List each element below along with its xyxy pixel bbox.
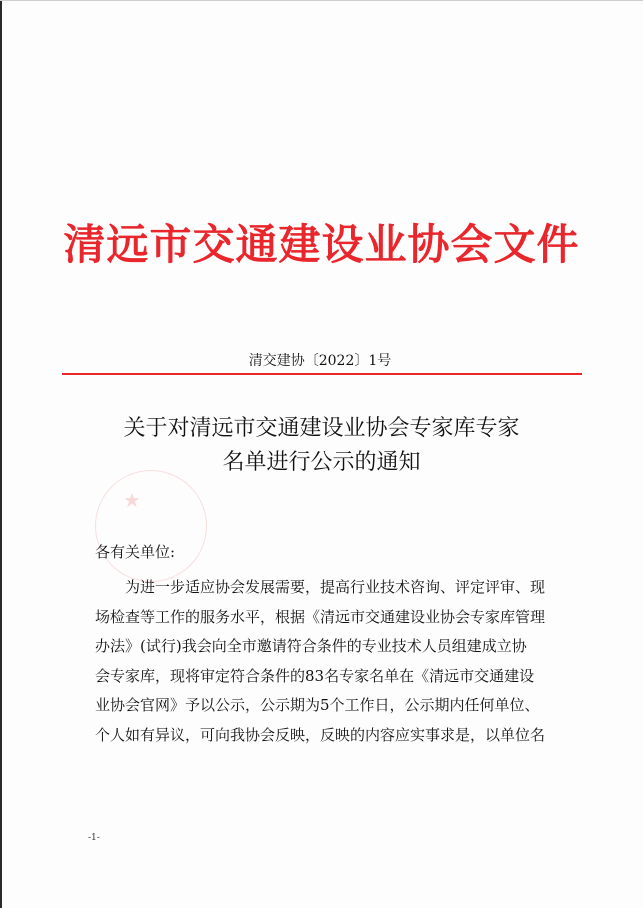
notice-title: [60, 412, 583, 480]
body-line-2: 场检查等工作的服务水平，根据《清远市交通建设业协会专家库管理: [95, 607, 546, 626]
scan-edge-left: [0, 0, 2, 908]
notice-title-line-1: 关于对清远市交通建设业协会专家库专家: [123, 416, 520, 441]
body-line-4: 会专家库，现将审定符合条件的83名专家名单在《清远市交通建设: [95, 666, 535, 685]
body-line-3: 办法》(试行)我会向全市邀请符合条件的专业技术人员组建成立协: [95, 637, 527, 655]
body-line-5: 业协会官网》予以公示，公示期为5个工作日，公示期内任何单位、: [95, 696, 540, 714]
scan-edge-top: [0, 0, 643, 1]
body-line-1: 为进一步适应协会发展需要，提高行业技术咨询、评定评审、现: [125, 578, 546, 596]
faint-seal-stamp: [95, 470, 207, 582]
notice-title-line-2: 名单进行公示的通知: [222, 450, 421, 475]
seal-star-icon: ★: [123, 488, 141, 512]
document-header-title: 清远市交通建设业协会文件: [63, 220, 580, 269]
body-paragraph: [95, 573, 555, 750]
body-line-6: 个人如有异议，可向我协会反映，反映的内容应实事求是，以单位名: [95, 725, 546, 744]
page-number: -1-: [88, 833, 100, 843]
red-divider-line: [62, 373, 582, 375]
document-number: 清交建协〔2022〕1号: [248, 353, 392, 369]
salutation: 各有关单位:: [95, 543, 176, 561]
